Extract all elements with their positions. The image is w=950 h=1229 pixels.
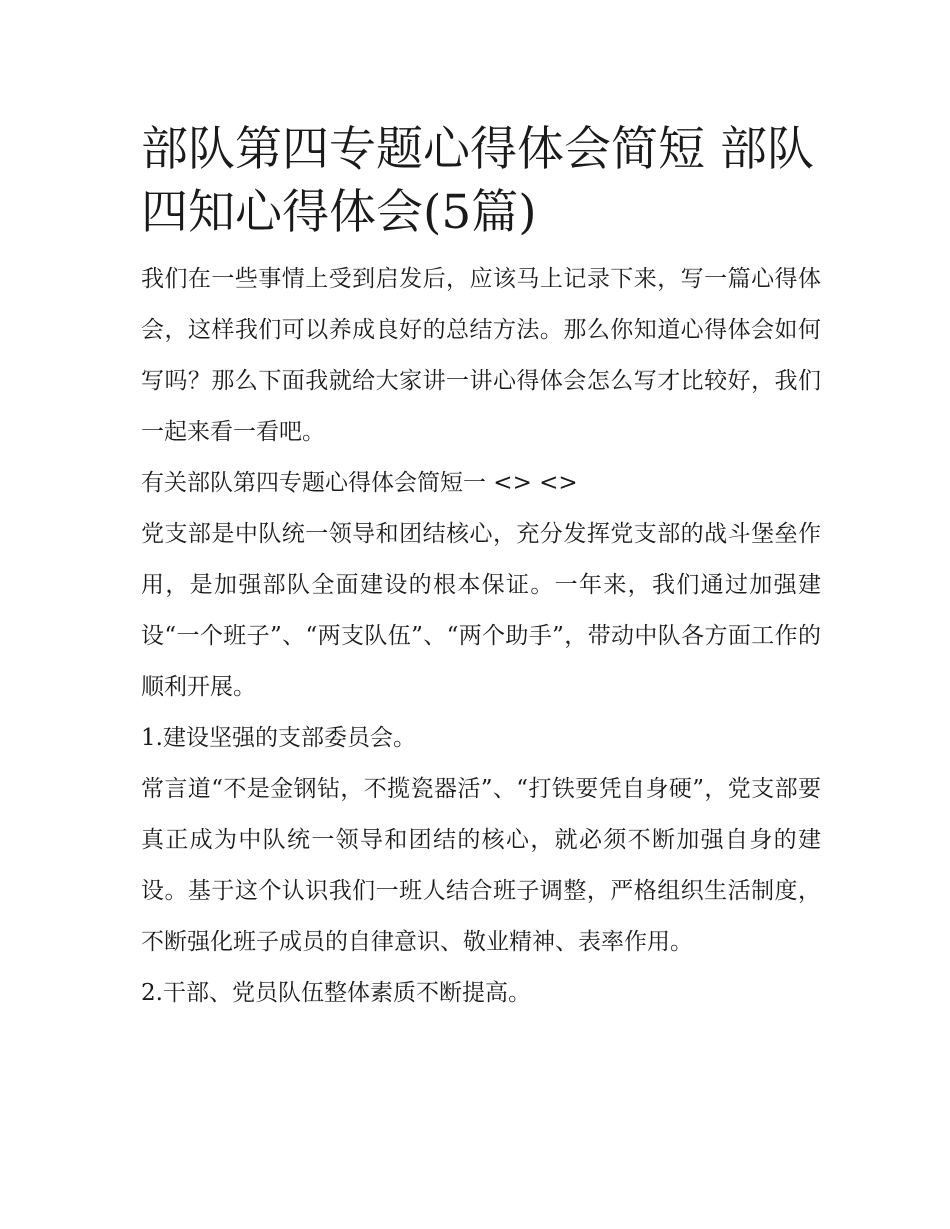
document-title: 部队第四专题心得体会简短 部队四知心得体会(5篇) bbox=[141, 122, 814, 240]
document-page bbox=[141, 118, 821, 1019]
list-item: 2.干部、党员队伍整体素质不断提高。 bbox=[141, 980, 531, 1006]
intro-paragraph: 我们在一些事情上受到启发后，应该马上记录下来，写一篇心得体会，这样我们可以养成良好的总结方法。那么你知道心得体会如何写吗？那么下面我就给大家讲一讲心得体会怎么写才比较好，我们一起来看一看吧。 bbox=[141, 266, 821, 445]
body-paragraph: 党支部是中队统一领导和团结核心，充分发挥党支部的战斗堡垒作用，是加强部队全面建设的根本保证。一年来，我们通过加强建设“一个班子”、“两支队伍”、“两个助手”，带动中队各方面工作的顺利开展。 bbox=[141, 521, 821, 700]
body-paragraph: 常言道“不是金钢钻，不揽瓷器活”、“打铁要凭自身硬”，党支部要真正成为中队统一领导和团结的核心，就必须不断加强自身的建设。基于这个认识我们一班人结合班子调整，严格组织生活制度，不断强化班子成员的自律意识、敬业精神、表率作用。 bbox=[141, 776, 821, 955]
list-item: 1.建设坚强的支部委员会。 bbox=[141, 725, 416, 751]
section-heading: 有关部队第四专题心得体会简短一 <> <> bbox=[141, 470, 578, 496]
